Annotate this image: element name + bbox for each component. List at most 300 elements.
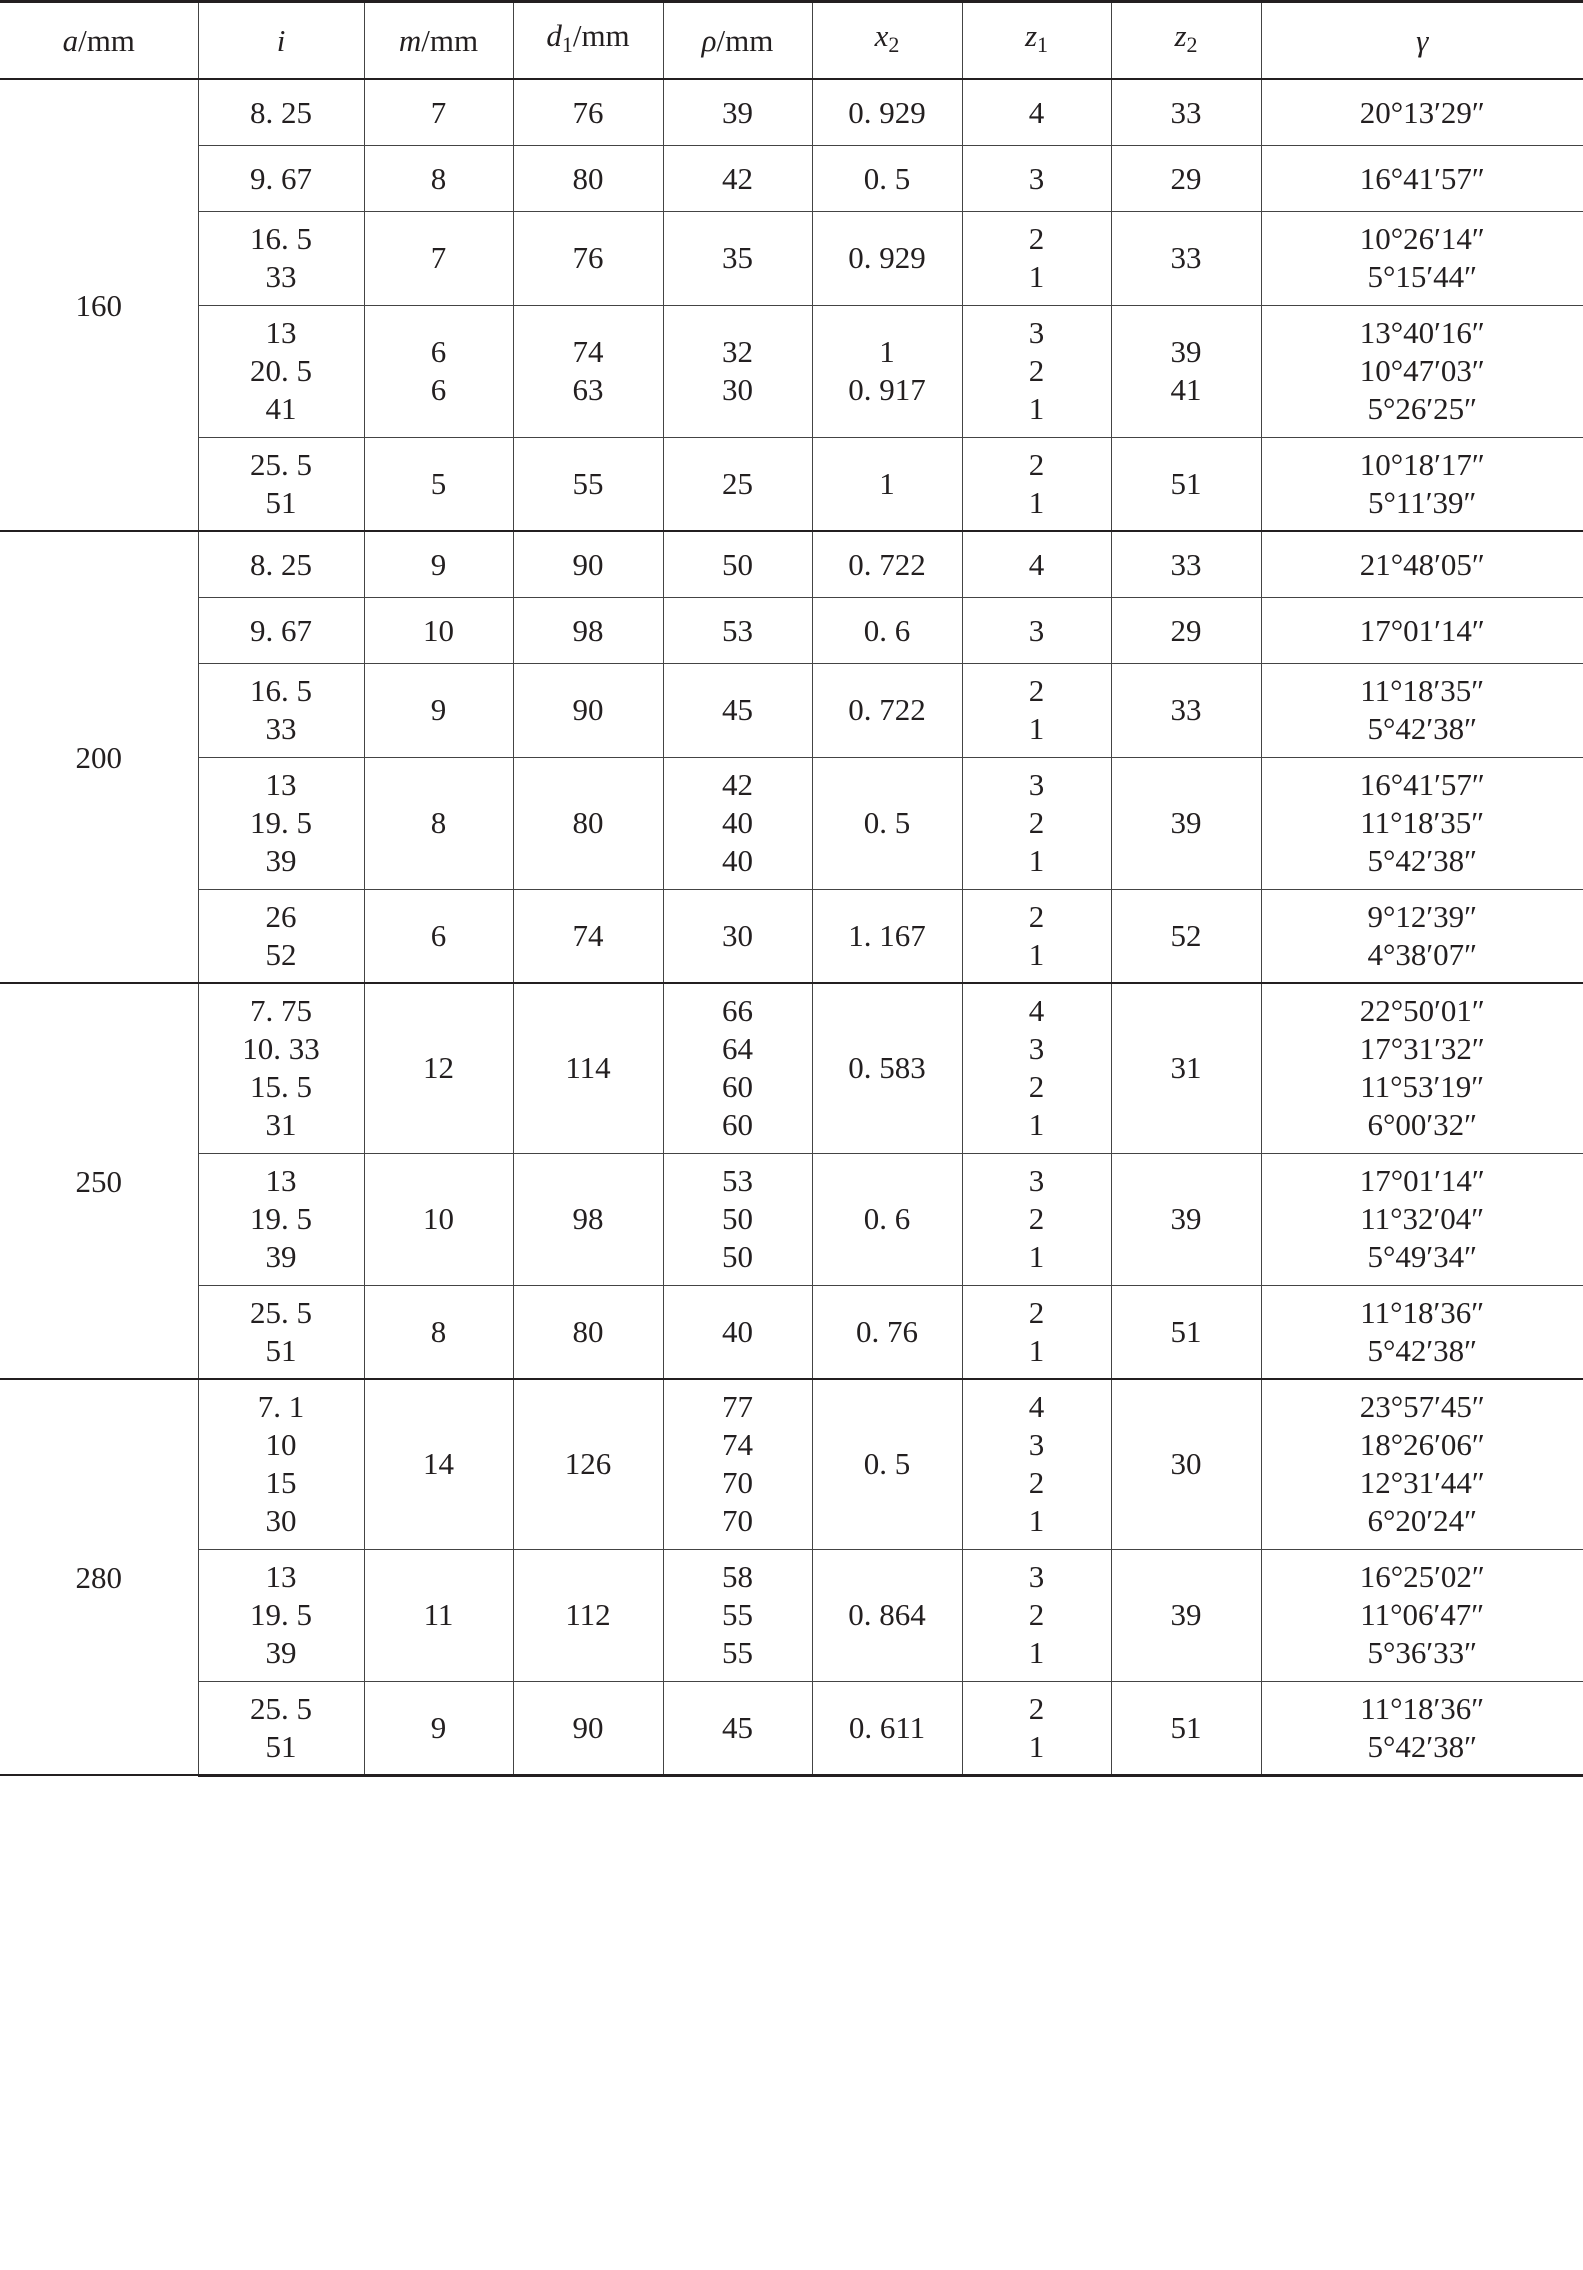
cell-value: 39 bbox=[265, 1239, 297, 1274]
cell-value: 7 bbox=[430, 240, 447, 275]
cell-value: 50 bbox=[722, 546, 753, 582]
cell-value: 16°41′57″ bbox=[1359, 160, 1485, 196]
cell-value: 41 bbox=[265, 391, 297, 426]
cell-value: 3 bbox=[1028, 315, 1045, 350]
cell-d1 bbox=[513, 1681, 663, 1775]
header-col-i bbox=[198, 2, 364, 80]
cell-value: 15 bbox=[265, 1465, 297, 1501]
cell-value: 5°42′38″ bbox=[1367, 711, 1478, 746]
cell-m bbox=[364, 597, 513, 663]
cell-gamma bbox=[1261, 1285, 1583, 1379]
center-distance-cell: 160 bbox=[0, 79, 198, 531]
cell-value: 4°38′07″ bbox=[1367, 936, 1478, 972]
cell-i bbox=[198, 757, 364, 889]
cell-d1 bbox=[513, 437, 663, 531]
cell-value: 20. 5 bbox=[250, 353, 312, 388]
cell-gamma bbox=[1261, 1379, 1583, 1549]
cell-value: 41 bbox=[1170, 372, 1202, 407]
cell-value: 31 bbox=[265, 1107, 297, 1143]
cell-value: 112 bbox=[565, 1597, 611, 1632]
table-row bbox=[0, 305, 1583, 437]
cell-value: 2 bbox=[1028, 673, 1045, 708]
cell-value: 1 bbox=[1028, 1332, 1045, 1368]
cell-value: 0. 722 bbox=[848, 692, 926, 727]
cell-gamma bbox=[1261, 983, 1583, 1153]
cell-value: 11°53′19″ bbox=[1360, 1069, 1485, 1105]
cell-value: 0. 917 bbox=[848, 372, 926, 407]
header-col-z1 bbox=[962, 2, 1111, 80]
cell-z1 bbox=[962, 79, 1111, 145]
cell-x2 bbox=[812, 437, 962, 531]
header-col-d1 bbox=[513, 2, 663, 80]
cell-value: 60 bbox=[722, 1069, 753, 1105]
cell-value: 77 bbox=[722, 1389, 753, 1425]
cell-value: 11°32′04″ bbox=[1360, 1201, 1485, 1236]
cell-i bbox=[198, 531, 364, 597]
cell-d1 bbox=[513, 305, 663, 437]
cell-value: 51 bbox=[1170, 1709, 1202, 1745]
table-row bbox=[0, 663, 1583, 757]
cell-value: 21°48′05″ bbox=[1359, 546, 1485, 582]
cell-i bbox=[198, 1285, 364, 1379]
cell-value: 12 bbox=[423, 1050, 454, 1086]
cell-value: 32 bbox=[722, 334, 753, 369]
table-row bbox=[0, 79, 1583, 145]
cell-value: 17°31′32″ bbox=[1359, 1031, 1485, 1067]
cell-z1 bbox=[962, 1153, 1111, 1285]
cell-value: 0. 611 bbox=[848, 1709, 926, 1745]
cell-value: 1 bbox=[1028, 391, 1045, 426]
cell-value: 90 bbox=[572, 1709, 604, 1745]
cell-z2 bbox=[1111, 757, 1261, 889]
cell-rho bbox=[663, 79, 812, 145]
center-distance-cell: 250 bbox=[0, 983, 198, 1379]
cell-x2 bbox=[812, 983, 962, 1153]
cell-value: 45 bbox=[722, 692, 753, 727]
cell-z2 bbox=[1111, 1379, 1261, 1549]
cell-m bbox=[364, 663, 513, 757]
cell-rho bbox=[663, 1549, 812, 1681]
cell-value: 4 bbox=[1028, 94, 1045, 130]
cell-value: 16°41′57″ bbox=[1359, 767, 1485, 802]
cell-value: 35 bbox=[722, 240, 753, 275]
cell-value: 16. 5 bbox=[250, 673, 312, 708]
cell-z2 bbox=[1111, 1285, 1261, 1379]
cell-rho bbox=[663, 531, 812, 597]
cell-value: 33 bbox=[1170, 94, 1202, 130]
cell-value: 2 bbox=[1028, 898, 1045, 934]
cell-value: 3 bbox=[1028, 1559, 1045, 1594]
cell-rho bbox=[663, 1379, 812, 1549]
cell-value: 30 bbox=[722, 372, 753, 407]
cell-value: 66 bbox=[722, 993, 753, 1029]
cell-value: 2 bbox=[1028, 353, 1045, 388]
cell-gamma bbox=[1261, 1681, 1583, 1775]
cell-value: 64 bbox=[722, 1031, 753, 1067]
cell-value: 5°49′34″ bbox=[1367, 1239, 1478, 1274]
cell-value: 8. 25 bbox=[250, 94, 312, 130]
cell-value: 76 bbox=[572, 240, 604, 275]
cell-value: 11°18′36″ bbox=[1360, 1294, 1485, 1330]
cell-value: 6 bbox=[430, 917, 447, 953]
cell-value: 6°00′32″ bbox=[1367, 1107, 1478, 1143]
cell-value: 1 bbox=[1028, 1635, 1045, 1670]
header-row bbox=[0, 2, 1583, 80]
cell-z1 bbox=[962, 983, 1111, 1153]
cell-z1 bbox=[962, 145, 1111, 211]
cell-d1 bbox=[513, 983, 663, 1153]
cell-value: 10°26′14″ bbox=[1359, 221, 1485, 256]
cell-value: 19. 5 bbox=[250, 1201, 312, 1236]
cell-value: 3 bbox=[1028, 160, 1045, 196]
cell-value: 10°47′03″ bbox=[1359, 353, 1485, 388]
cell-value: 16. 5 bbox=[250, 221, 312, 256]
table-row bbox=[0, 1549, 1583, 1681]
table-row bbox=[0, 145, 1583, 211]
cell-value: 10 bbox=[423, 1201, 454, 1236]
cell-value: 17°01′14″ bbox=[1359, 612, 1485, 648]
header-subscript: 1 bbox=[561, 32, 573, 57]
cell-value: 98 bbox=[572, 1201, 604, 1236]
cell-value: 74 bbox=[722, 1427, 753, 1463]
cell-value: 1. 167 bbox=[848, 917, 926, 953]
cell-value: 1 bbox=[1028, 484, 1045, 520]
cell-rho bbox=[663, 305, 812, 437]
cell-value: 20°13′29″ bbox=[1359, 94, 1485, 130]
cell-value: 80 bbox=[572, 1313, 604, 1349]
cell-value: 0. 5 bbox=[863, 805, 911, 840]
cell-rho bbox=[663, 211, 812, 305]
header-col-z2 bbox=[1111, 2, 1261, 80]
cell-value: 70 bbox=[722, 1503, 753, 1539]
cell-value: 11°18′35″ bbox=[1360, 673, 1485, 708]
cell-value: 5°36′33″ bbox=[1367, 1635, 1478, 1670]
cell-value: 30 bbox=[265, 1503, 297, 1539]
cell-value: 9 bbox=[430, 1709, 447, 1745]
cell-z2 bbox=[1111, 1153, 1261, 1285]
cell-gamma bbox=[1261, 305, 1583, 437]
cell-value: 58 bbox=[722, 1559, 753, 1594]
cell-x2 bbox=[812, 1681, 962, 1775]
header-symbol: γ bbox=[1416, 22, 1429, 58]
cell-z2 bbox=[1111, 1681, 1261, 1775]
cell-value: 0. 5 bbox=[863, 1446, 911, 1482]
header-unit: /mm bbox=[572, 18, 630, 53]
cell-value: 51 bbox=[1170, 465, 1202, 501]
cell-value: 80 bbox=[572, 805, 604, 840]
header-unit: /mm bbox=[421, 22, 479, 58]
cell-value: 40 bbox=[722, 1313, 753, 1349]
cell-value: 22°50′01″ bbox=[1359, 993, 1485, 1029]
cell-z1 bbox=[962, 1379, 1111, 1549]
cell-m bbox=[364, 1681, 513, 1775]
cell-d1 bbox=[513, 597, 663, 663]
cell-value: 5°42′38″ bbox=[1367, 843, 1478, 878]
cell-rho bbox=[663, 663, 812, 757]
cell-value: 1 bbox=[1028, 1239, 1045, 1274]
cell-z2 bbox=[1111, 145, 1261, 211]
table-row bbox=[0, 1681, 1583, 1775]
header-symbol: ρ bbox=[701, 22, 717, 58]
cell-i bbox=[198, 889, 364, 983]
cell-value: 2 bbox=[1028, 1294, 1045, 1330]
cell-value: 1 bbox=[1028, 1728, 1045, 1764]
header-subscript: 1 bbox=[1037, 32, 1049, 57]
cell-value: 31 bbox=[1170, 1050, 1202, 1086]
cell-value: 39 bbox=[1170, 334, 1202, 369]
cell-value: 2 bbox=[1028, 1597, 1045, 1632]
cell-value: 10°18′17″ bbox=[1359, 446, 1485, 482]
cell-value: 33 bbox=[265, 259, 297, 294]
cell-gamma bbox=[1261, 211, 1583, 305]
header-col-x2 bbox=[812, 2, 962, 80]
cell-value: 39 bbox=[265, 1635, 297, 1670]
cell-value: 29 bbox=[1170, 612, 1202, 648]
header-symbol: a bbox=[62, 22, 79, 58]
cell-value: 29 bbox=[1170, 160, 1202, 196]
cell-value: 10 bbox=[265, 1427, 297, 1463]
cell-d1 bbox=[513, 145, 663, 211]
cell-x2 bbox=[812, 79, 962, 145]
cell-value: 1 bbox=[1028, 843, 1045, 878]
cell-m bbox=[364, 1549, 513, 1681]
cell-value: 13 bbox=[265, 315, 297, 350]
cell-value: 1 bbox=[879, 334, 895, 369]
cell-value: 2 bbox=[1028, 1465, 1045, 1501]
cell-value: 45 bbox=[722, 1709, 753, 1745]
cell-value: 42 bbox=[722, 767, 753, 802]
cell-value: 74 bbox=[572, 334, 604, 369]
cell-value: 2 bbox=[1028, 805, 1045, 840]
cell-z1 bbox=[962, 531, 1111, 597]
cell-rho bbox=[663, 1681, 812, 1775]
center-distance-cell: 280 bbox=[0, 1379, 198, 1775]
cell-value: 53 bbox=[722, 612, 753, 648]
cell-m bbox=[364, 305, 513, 437]
header-subscript: 2 bbox=[1186, 32, 1198, 57]
cell-value: 9°12′39″ bbox=[1367, 898, 1478, 934]
table-body bbox=[0, 79, 1583, 1775]
cell-value: 13 bbox=[265, 767, 297, 802]
cell-value: 16°25′02″ bbox=[1359, 1559, 1485, 1594]
cell-value: 4 bbox=[1028, 993, 1045, 1029]
cell-value: 52 bbox=[265, 936, 297, 972]
cell-z1 bbox=[962, 757, 1111, 889]
cell-d1 bbox=[513, 1549, 663, 1681]
cell-value: 52 bbox=[1170, 917, 1202, 953]
cell-value: 6 bbox=[430, 372, 447, 407]
table-row bbox=[0, 1379, 1583, 1549]
cell-value: 39 bbox=[265, 843, 297, 878]
cell-value: 23°57′45″ bbox=[1359, 1389, 1485, 1425]
header-unit: /mm bbox=[78, 22, 135, 58]
cell-x2 bbox=[812, 305, 962, 437]
cell-value: 60 bbox=[722, 1107, 753, 1143]
cell-value: 0. 864 bbox=[848, 1597, 926, 1632]
cell-value: 40 bbox=[722, 843, 753, 878]
cell-value: 17°01′14″ bbox=[1359, 1163, 1485, 1198]
cell-x2 bbox=[812, 663, 962, 757]
cell-z1 bbox=[962, 211, 1111, 305]
cell-value: 11°06′47″ bbox=[1360, 1597, 1485, 1632]
cell-value: 50 bbox=[722, 1201, 753, 1236]
cell-z2 bbox=[1111, 1549, 1261, 1681]
cell-value: 25. 5 bbox=[250, 446, 312, 482]
cell-m bbox=[364, 437, 513, 531]
cell-value: 12°31′44″ bbox=[1359, 1465, 1485, 1501]
cell-m bbox=[364, 1285, 513, 1379]
cell-value: 39 bbox=[1170, 805, 1202, 840]
cell-rho bbox=[663, 145, 812, 211]
table-row bbox=[0, 531, 1583, 597]
cell-z1 bbox=[962, 663, 1111, 757]
cell-d1 bbox=[513, 1379, 663, 1549]
cell-value: 33 bbox=[1170, 240, 1202, 275]
cell-value: 39 bbox=[722, 94, 753, 130]
cell-value: 5°26′25″ bbox=[1367, 391, 1478, 426]
cell-z2 bbox=[1111, 983, 1261, 1153]
cell-gamma bbox=[1261, 757, 1583, 889]
cell-value: 0. 929 bbox=[848, 94, 926, 130]
cell-i bbox=[198, 1681, 364, 1775]
table-row bbox=[0, 983, 1583, 1153]
table-row bbox=[0, 597, 1583, 663]
cell-z2 bbox=[1111, 437, 1261, 531]
cell-value: 5°15′44″ bbox=[1367, 259, 1478, 294]
cell-rho bbox=[663, 1285, 812, 1379]
cell-value: 14 bbox=[423, 1446, 454, 1482]
center-distance-cell: 200 bbox=[0, 531, 198, 983]
cell-z1 bbox=[962, 1285, 1111, 1379]
cell-z1 bbox=[962, 1681, 1111, 1775]
header-col-rho bbox=[663, 2, 812, 80]
cell-rho bbox=[663, 983, 812, 1153]
cell-d1 bbox=[513, 889, 663, 983]
cell-d1 bbox=[513, 757, 663, 889]
table-row bbox=[0, 1285, 1583, 1379]
cell-z2 bbox=[1111, 597, 1261, 663]
table-row bbox=[0, 211, 1583, 305]
table-row bbox=[0, 1153, 1583, 1285]
cell-value: 3 bbox=[1028, 612, 1045, 648]
cell-x2 bbox=[812, 597, 962, 663]
cell-z2 bbox=[1111, 889, 1261, 983]
cell-value: 55 bbox=[572, 465, 604, 501]
cell-x2 bbox=[812, 757, 962, 889]
cell-value: 98 bbox=[572, 612, 604, 648]
cell-value: 2 bbox=[1028, 1201, 1045, 1236]
cell-value: 7 bbox=[430, 94, 447, 130]
cell-z1 bbox=[962, 437, 1111, 531]
cell-m bbox=[364, 1153, 513, 1285]
cell-value: 5°11′39″ bbox=[1368, 484, 1477, 520]
cell-value: 39 bbox=[1170, 1201, 1202, 1236]
cell-value: 19. 5 bbox=[250, 1597, 312, 1632]
cell-i bbox=[198, 1153, 364, 1285]
header-symbol: d bbox=[546, 18, 562, 53]
cell-value: 51 bbox=[265, 1728, 297, 1764]
cell-value: 3 bbox=[1028, 1031, 1045, 1067]
cell-gamma bbox=[1261, 597, 1583, 663]
cell-value: 9 bbox=[430, 546, 447, 582]
cell-m bbox=[364, 211, 513, 305]
cell-value: 2 bbox=[1028, 221, 1045, 256]
table-row bbox=[0, 889, 1583, 983]
cell-value: 13 bbox=[265, 1163, 297, 1198]
cell-value: 6 bbox=[430, 334, 447, 369]
cell-value: 50 bbox=[722, 1239, 753, 1274]
cell-d1 bbox=[513, 531, 663, 597]
header-col-gamma bbox=[1261, 2, 1583, 80]
cell-value: 11°18′35″ bbox=[1360, 805, 1485, 840]
cell-m bbox=[364, 145, 513, 211]
cell-z1 bbox=[962, 889, 1111, 983]
cell-value: 53 bbox=[722, 1163, 753, 1198]
cell-value: 13 bbox=[265, 1559, 297, 1594]
cell-x2 bbox=[812, 531, 962, 597]
cell-z1 bbox=[962, 597, 1111, 663]
cell-value: 0. 722 bbox=[848, 546, 926, 582]
cell-m bbox=[364, 1379, 513, 1549]
cell-gamma bbox=[1261, 531, 1583, 597]
cell-value: 1 bbox=[879, 465, 895, 501]
cell-value: 4 bbox=[1028, 1389, 1045, 1425]
cell-value: 26 bbox=[265, 898, 297, 934]
cell-i bbox=[198, 1379, 364, 1549]
cell-value: 25. 5 bbox=[250, 1690, 312, 1726]
cell-m bbox=[364, 79, 513, 145]
header-col-m bbox=[364, 2, 513, 80]
cell-value: 8 bbox=[430, 1313, 447, 1349]
cell-value: 30 bbox=[1170, 1446, 1202, 1482]
table-row bbox=[0, 437, 1583, 531]
cell-value: 76 bbox=[572, 94, 604, 130]
cell-i bbox=[198, 305, 364, 437]
cell-x2 bbox=[812, 889, 962, 983]
header-col-a bbox=[0, 2, 198, 80]
cell-value: 63 bbox=[572, 372, 604, 407]
cell-value: 39 bbox=[1170, 1597, 1202, 1632]
cell-value: 11 bbox=[423, 1597, 454, 1632]
cell-value: 51 bbox=[265, 1332, 297, 1368]
cell-x2 bbox=[812, 1153, 962, 1285]
cell-m bbox=[364, 889, 513, 983]
cell-value: 7. 75 bbox=[250, 993, 312, 1029]
cell-value: 33 bbox=[1170, 546, 1202, 582]
cell-i bbox=[198, 437, 364, 531]
header-symbol: z bbox=[1024, 18, 1038, 53]
cell-value: 25. 5 bbox=[250, 1294, 312, 1330]
cell-value: 1 bbox=[1028, 1107, 1045, 1143]
cell-value: 13°40′16″ bbox=[1359, 315, 1485, 350]
cell-value: 80 bbox=[572, 160, 604, 196]
cell-value: 74 bbox=[572, 917, 604, 953]
cell-value: 5°42′38″ bbox=[1367, 1332, 1478, 1368]
cell-value: 3 bbox=[1028, 767, 1045, 802]
cell-value: 0. 929 bbox=[848, 240, 926, 275]
cell-gamma bbox=[1261, 889, 1583, 983]
cell-i bbox=[198, 145, 364, 211]
cell-value: 3 bbox=[1028, 1427, 1045, 1463]
cell-value: 8 bbox=[430, 160, 447, 196]
cell-value: 6°20′24″ bbox=[1367, 1503, 1478, 1539]
cell-gamma bbox=[1261, 79, 1583, 145]
cell-value: 15. 5 bbox=[250, 1069, 312, 1105]
cell-z1 bbox=[962, 305, 1111, 437]
cell-d1 bbox=[513, 663, 663, 757]
cell-d1 bbox=[513, 211, 663, 305]
cell-m bbox=[364, 983, 513, 1153]
